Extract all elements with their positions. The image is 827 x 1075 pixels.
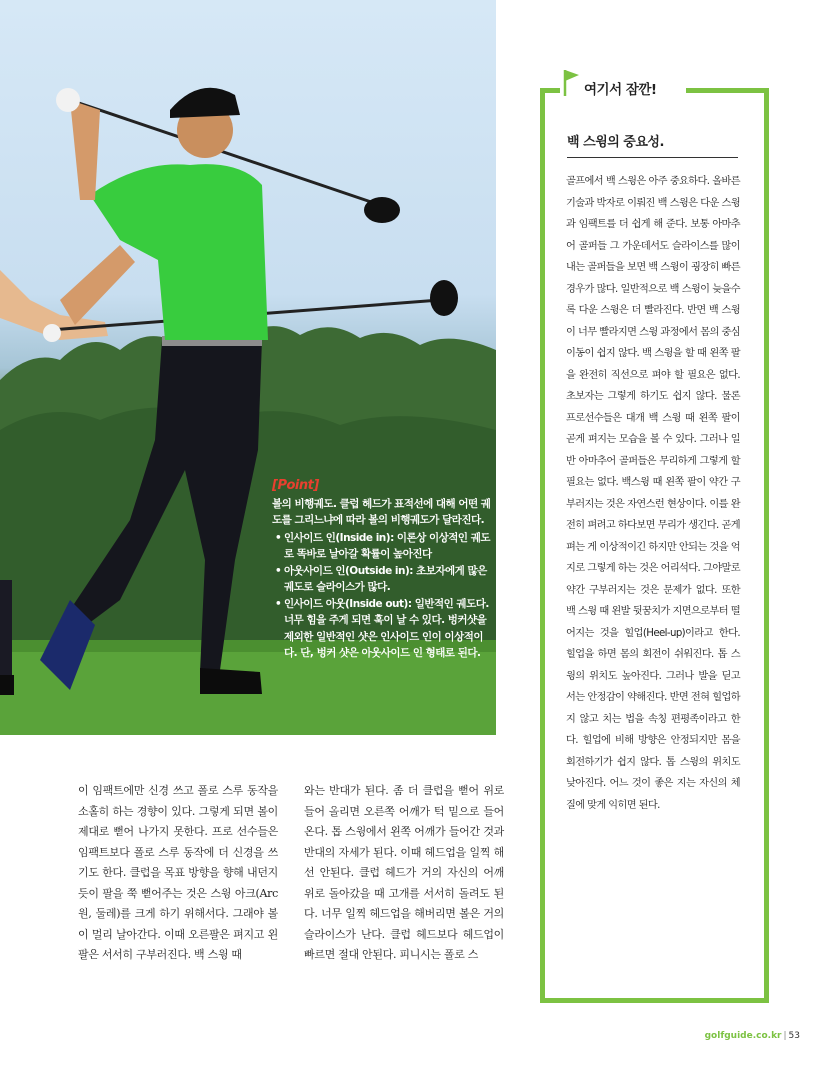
sidebar-heading: 백 스윙의 중요성. — [567, 131, 738, 158]
golf-flag-icon — [562, 68, 582, 98]
footer-site: golfguide.co.kr — [704, 1031, 782, 1041]
point-item-inside-in: • 인사이드 인(Inside in): 이론상 이상적인 궤도로 똑바로 날아갈 확률이 높아진다 — [272, 530, 492, 563]
point-list — [272, 530, 492, 662]
article-column-1: 이 임팩트에만 신경 쓰고 폴로 스루 동작을 소홀히 하는 경향이 있다. 그렇게 되면 볼이 제대로 뻗어 나가지 못한다. 프로 선수들은 임팩트보다 폴로 스루 동작에 더 신경을 쓰기도 한다. 클럽을 목표 방향을 향해 내던지듯이 팔을 쭉 뻗어주는 것은 스윙 아크(Arc 원, 둘레)를 크게 하기 위해서다. 그래야 볼이 멀리 날아간다. 이때 오른팔은 펴지고 왼팔은 서서히 구부러진다. 백 스윙 때 — [78, 784, 278, 961]
sidebar-top-border-right — [686, 88, 769, 93]
sidebar-top-border-left — [540, 88, 560, 93]
point-callout — [272, 478, 492, 662]
sidebar-body: 골프에서 백 스윙은 아주 중요하다. 올바른 기술과 박자로 이뤄진 백 스윙은 다운 스윙과 임팩트를 더 쉽게 해 준다. 보통 아마추어 골퍼들 그 가운데서도 슬라이스를 많이 내는 골퍼들을 보면 백 스윙이 굉장히 빠른 경우가 많다. 일반적으로 백 스윙이 늦을수록 다운 스윙은 더 빨라진다. 반면 백 스윙이 너무 빨라지면 스윙 과정에서 몸의 중심 이동이 쉽지 않다. 백 스윙을 할 때 왼쪽 팔을 완전히 직선으로 펴야 할 필요은 없다. 초보자는 그렇게 하기도 쉽지 않다. 물론 프로선수들은 대개 백 스윙 때 왼쪽 팔이 곧게 펴지는 모습을 볼 수 있다. 그러나 일반 아마추어 골퍼들은 무리하게 그렇게 할 필요는 없다. 백스윙 때 왼쪽 팔이 약간 구부러지는 것은 자연스런 현상이다. 이를 완전히 펴려고 하다보면 무리가 생긴다. 곧게 펴는 게 이상적이긴 하지만 안되는 것을 억지로 그렇게 하는 것은 어리석다. 그야말로 약간 구부러지는 것은 문제가 없다. 또한 백 스윙 때 왼발 뒷꿈치가 지면으로부터 떨어지는 것을 힐업(Heel-up)이라고 한다. 힐업을 하면 몸의 회전이 쉬워진다. 톱 스윙의 위치도 높아진다. 그러나 발을 딛고 서는 안정감이 약해진다. 반면 전혀 힐업하지 않고 치는 법을 속칭 편평족이라고 한다. 힐업에 비해 방향은 안정되지만 몸을 회전하기가 쉽지 않다. 톱 스윙의 위치도 낮아진다. 어느 것이 좋은 지는 자신의 체질에 맞게 익히면 된다. — [566, 176, 740, 811]
point-item-inside-out: • 인사이드 아웃(Inside out): 일반적인 궤도다. 너무 힘을 주게 되면 훅이 날 수 있다. 벙커샷을 제외한 일반적인 샷은 인사이드 인이 이상적이다. 단, 벙커 샷은 아웃사이드 인 형태로 된다. — [272, 596, 492, 662]
point-title: [Point] — [272, 478, 319, 493]
point-intro: 볼의 비행궤도. 클럽 헤드가 표적선에 대해 어떤 궤도를 그리느냐에 따라 볼의 비행궤도가 달라진다. — [272, 497, 491, 526]
page-footer — [700, 1031, 800, 1041]
page-number: 53 — [788, 1031, 800, 1041]
point-item-outside-in: • 아웃사이드 인(Outside in): 초보자에게 많은 궤도로 슬라이스가 많다. — [272, 563, 492, 596]
golf-swing-photo — [0, 0, 496, 735]
footer-separator: | — [783, 1031, 787, 1041]
article-column-2: 와는 반대가 된다. 좀 더 클럽을 뻗어 위로 들어 올리면 오른쪽 어깨가 턱 밑으로 들어온다. 톱 스윙에서 왼쪽 어깨가 들어간 것과 반대의 자세가 된다. 이때 헤드업을 일찍 해선 안된다. 클럽 헤드가 거의 자신의 어깨 위로 돌아갔을 때 고개를 서서히 돌려도 된다. 너무 일찍 헤드업을 해버리면 볼은 거의 슬라이스가 난다. 클럽 헤드보다 헤드업이 빠르면 절대 안된다. 피니시는 폴로 스 — [304, 784, 504, 961]
sidebar-title: 여기서 잠깐! — [584, 82, 657, 98]
